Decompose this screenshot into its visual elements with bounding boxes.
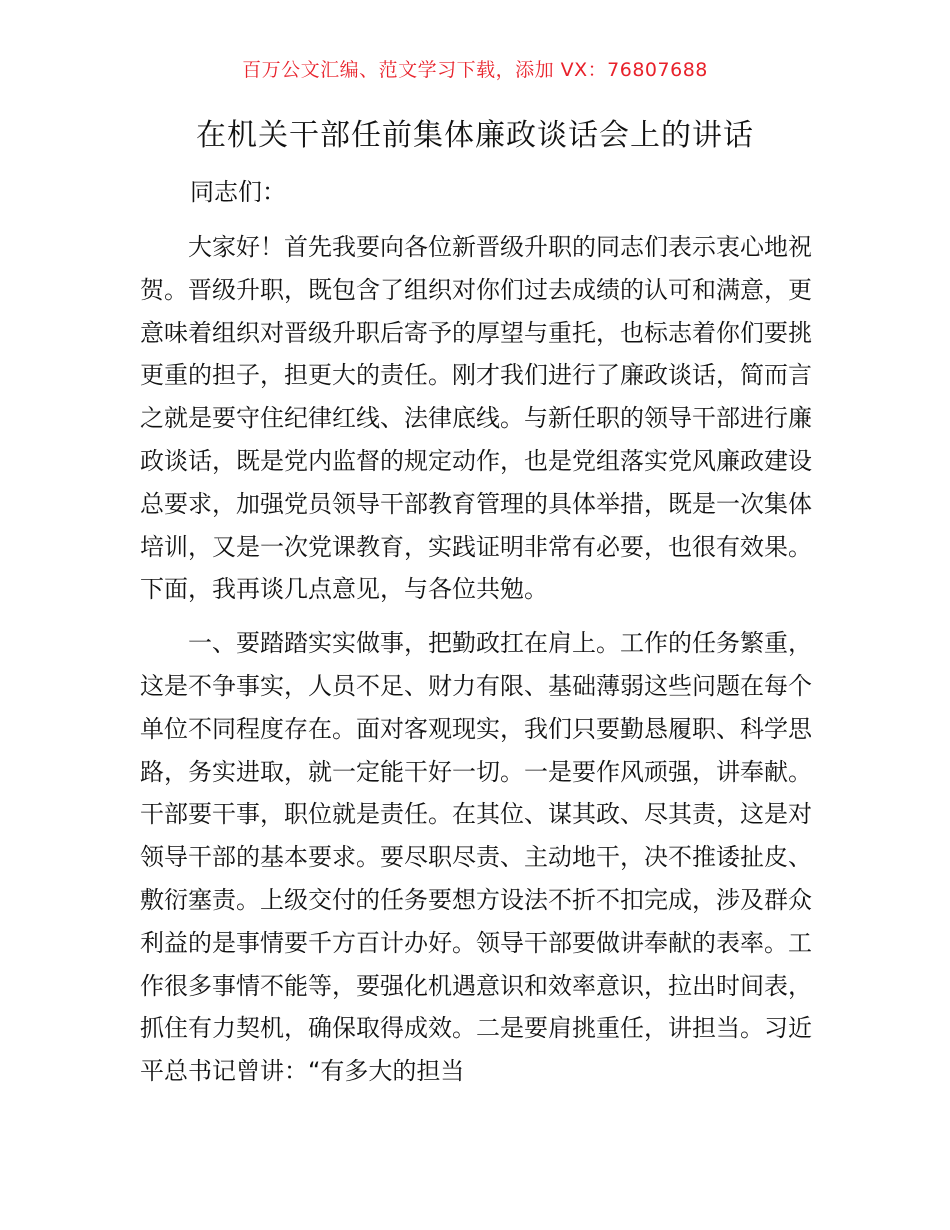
document-title: 在机关干部任前集体廉政谈话会上的讲话 [196,118,754,153]
paragraph-opening: 大家好！首先我要向各位新晋级升职的同志们表示衷心地祝贺。晋级升职，既包含了组织对你们过去成绩的认可和满意，更意味着组织对晋级升职后寄予的厚望与重托，也标志着你们要挑更重的担子，担更大的责任。刚才我们进行了廉政谈话，简而言之就是要守住纪律红线、法律底线。与新任职的领导干部进行廉政谈话，既是党内监督的规定动作，也是党组落实党风廉政建设总要求，加强党员领导干部教育管理的具体举措，既是一次集体培训，又是一次党课教育，实践证明非常有必要，也很有效果。下面，我再谈几点意见，与各位共勉。 [140,233,812,604]
paragraph-section-one: 一、要踏踏实实做事，把勤政扛在肩上。工作的任务繁重，这是不争事实，人员不足、财力有限、基础薄弱这些问题在每个单位不同程度存在。面对客观现实，我们只要勤恳履职、科学思路，务实进取，就一定能干好一切。一是要作风顽强，讲奉献。干部要干事，职位就是责任。在其位、谋其政、尽其责，这是对领导干部的基本要求。要尽职尽责、主动地干，决不推诿扯皮、敷衍塞责。上级交付的任务要想方设法不折不扣完成，涉及群众利益的是事情要千方百计办好。领导干部要做讲奉献的表率。工作很多事情不能等，要强化机遇意识和效率意识，拉出时间表，抓住有力契机，确保取得成效。二是要肩挑重任，讲担当。习近平总书记曾讲：“有多大的担当 [140,629,812,1086]
document-body [140,226,812,1104]
salutation: 同志们： [190,178,286,206]
header-banner: 百万公文汇编、范文学习下载，添加 VX：76807688 [242,59,708,81]
